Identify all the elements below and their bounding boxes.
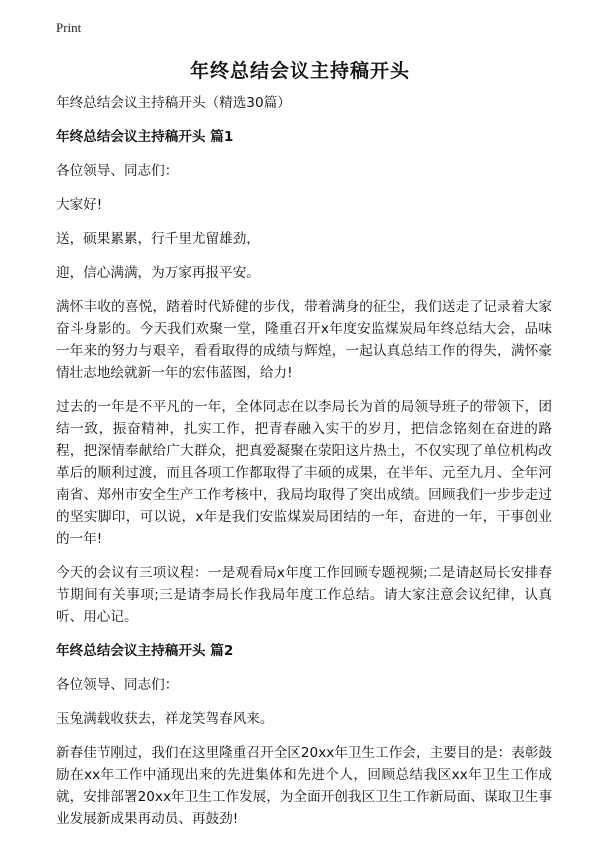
paragraph: 玉兔满载收获去，祥龙笑驾春风来。 [56,711,274,727]
paragraph: 各位领导、同志们： [56,163,179,179]
section-1-heading: 年终总结会议主持稿开头 篇1 [56,129,234,145]
print-link[interactable]: Print [56,20,82,35]
paragraph: 各位领导、同志们： [56,677,179,693]
paragraph: 送，硕果累累，行千里尤留雄劲， [56,231,260,247]
paragraph: 今天的会议有三项议程：一是观看局x年度工作回顾专题视频;二是请赵局长安排春节期间有关事项;三是请李局长作我局年度工作总结。请大家注意会议纪律，认真听、用心记。 [56,565,552,625]
document-body [56,92,552,842]
paragraph: 满怀丰收的喜悦，踏着时代矫健的步伐，带着满身的征尘，我们送走了记录着大家奋斗身影的。今天我们欢聚一堂，隆重召开x年度安监煤炭局年终总结大会，品味一年来的努力与艰辛，看看取得的成绩与辉煌，一起认真总结工作的得失，满怀豪情壮志地绘就新一年的宏伟蓝图，给力! [56,299,552,381]
subtitle: 年终总结会议主持稿开头（精选30篇） [56,95,291,111]
paragraph: 迎，信心满满，为万家再报平安。 [56,265,260,281]
section-2-heading: 年终总结会议主持稿开头 篇2 [56,643,234,659]
paragraph: 过去的一年是不平凡的一年，全体同志在以李局长为首的局领导班子的带领下，团结一致，振奋精神，扎实工作，把青春融入实干的岁月，把信念铭刻在奋进的路程，把深情奉献给广大群众，把真爱凝聚在荥阳这片热土，不仅实现了单位机构改革后的顺利过渡，而且各项工作都取得了丰硕的成果，在半年、元至九月、全年河南省、郑州市安全生产工作考核中，我局均取得了突出成绩。回顾我们一步步走过的坚实脚印，可以说，x年是我们安监煤炭局团结的一年，奋进的一年，干事创业的一年! [56,399,552,547]
paragraph: 新春佳节刚过，我们在这里隆重召开全区20xx年卫生工作会，主要目的是：表彰鼓励在xx年工作中涌现出来的先进集体和先进个人，回顾总结我区xx年卫生工作成就，安排部署20xx年卫生工作发展，为全面开创我区卫生工作新局面、谋取卫生事业发展新成果再动员、再鼓劲! [56,745,552,827]
paragraph: 大家好! [56,197,103,213]
page-title: 年终总结会议主持稿开头 [189,60,410,82]
